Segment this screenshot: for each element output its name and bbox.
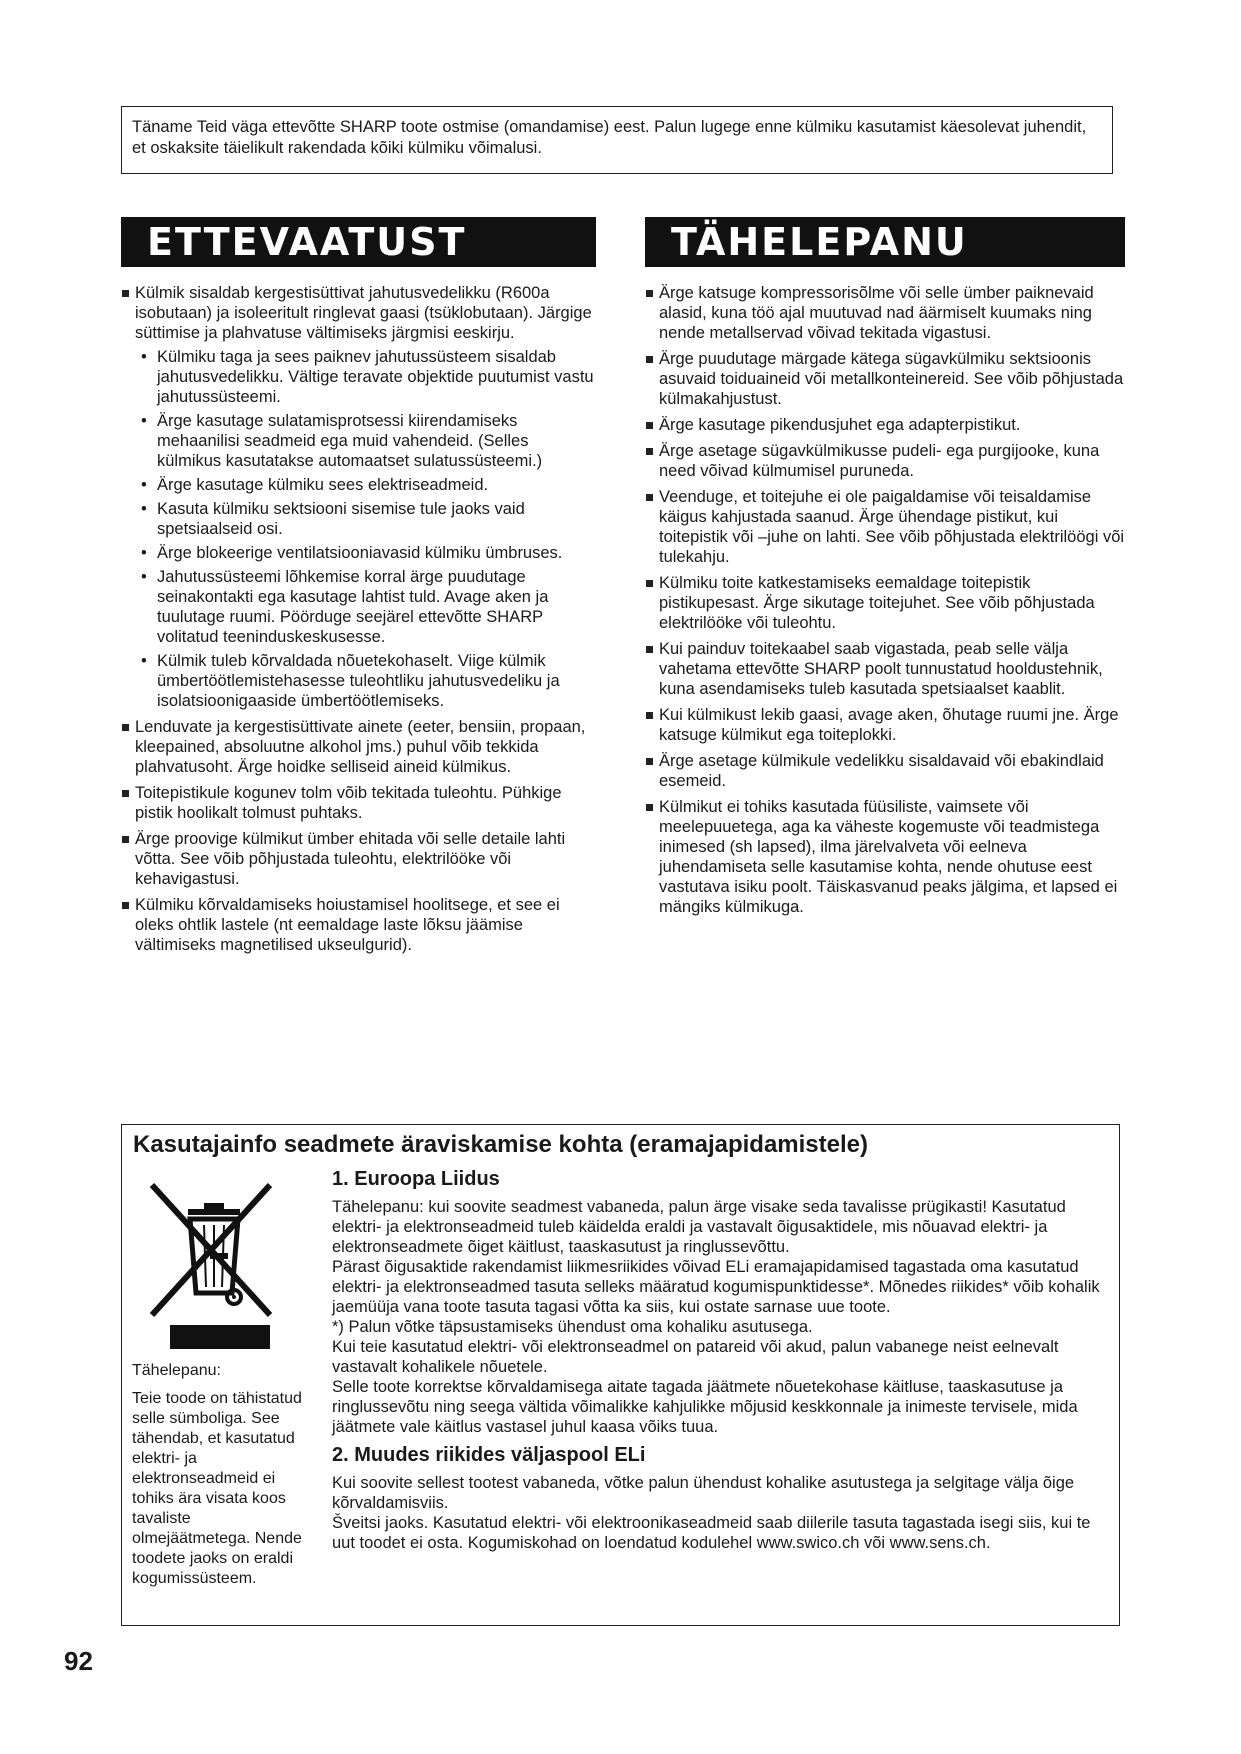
caution-list (645, 283, 1125, 917)
item-text: Ärge asetage külmikule vedelikku sisaldavaid või ebakindlaid esemeid. (659, 752, 1104, 790)
bullet-dot-icon: • (141, 412, 147, 430)
item-text: Külmik sisaldab kergestisüttivat jahutusvedelikku (R600a isobutaan) ja isoleeritult ringlevat gaasi (tsüklobutaan). Järgige süttimise ja plahvatuse vältimiseks järgmisi eeskirju. (135, 284, 592, 342)
bullet-square-icon (122, 790, 129, 797)
item-text: Kui külmikust lekib gaasi, avage aken, õhutage ruumi jne. Ärge katsuge külmikut ega toiteplokki. (659, 706, 1119, 744)
list-item (645, 639, 1125, 699)
list-item (645, 705, 1125, 745)
section2-heading: 2. Muudes riikides väljaspool ELi (332, 1444, 646, 1466)
section2-paragraph: Šveitsi jaoks. Kasutatud elektri- või elektroonikaseadmeid saab diilerile tasuta tagastada isegi siis, kui te uut toodet ei osta. Kogumiskohad on loendatud kodulehel www.swico.ch või www.sens.ch. (332, 1514, 1091, 1552)
sub-item-text: Külmik tuleb kõrvaldada nõuetekohaselt. Viige külmik ümbertöötlemistehasesse tuleohtliku jahutusvedeliku ja isolatsioonigaaside ümbertöötlemiseks. (157, 652, 560, 710)
warning-column (121, 217, 596, 961)
disposal-info-title: Kasutajainfo seadmete äraviskamise kohta (eramajapidamistele) (133, 1131, 868, 1158)
item-text: Lenduvate ja kergestisüttivate ainete (eeter, bensiin, propaan, kleepained, absoluutne alkohol jms.) puhul võib tekkida plahvatusoht. Ärge hoidke selliseid aineid külmikus. (135, 718, 586, 776)
sub-list (135, 347, 596, 711)
bullet-square-icon (646, 356, 653, 363)
bullet-square-icon (646, 758, 653, 765)
sub-item-text: Külmiku taga ja sees paiknev jahutussüsteem sisaldab jahutusvedelikku. Vältige teravate objektide puutumist vastu jahutussüsteemi. (157, 348, 594, 406)
bullet-square-icon (122, 290, 129, 297)
list-item (121, 895, 596, 955)
note-title: Tähelepanu: (132, 1362, 221, 1379)
warning-title: ETTEVAATUST (147, 220, 467, 264)
item-text: Ärge puudutage märgade kätega sügavkülmiku sektsioonis asuvaid toiduaineid või metallkonteinereid. See võib põhjustada külmakahjustust. (659, 350, 1124, 408)
symbol-note (132, 1361, 307, 1589)
list-item (121, 783, 596, 823)
bullet-dot-icon: • (141, 544, 147, 562)
item-text: Ärge katsuge kompressorisõlme või selle ümber paiknevaid alasid, kuna töö ajal muutuvad nad äärmiselt kuumaks ning nende metallservad võivad tekitada vigastusi. (659, 284, 1094, 342)
page-number: 92 (64, 1646, 93, 1676)
bullet-dot-icon: • (141, 500, 147, 518)
bullet-square-icon (122, 836, 129, 843)
bullet-square-icon (646, 804, 653, 811)
bullet-dot-icon: • (141, 652, 147, 670)
list-item (645, 415, 1125, 435)
list-item (645, 441, 1125, 481)
section1-paragraph: Selle toote korrektse kõrvaldamisega aitate tagada jäätmete nõuetekohase käitluse, taaskasutuse ja ringlussevõtu ning seega vältida võimalikke kahjulikke mõjusid keskkonnale ja inimeste tervisele, mida jäätmete vale käitlus vastasel juhul kaasa võiks tuua. (332, 1378, 1078, 1436)
sub-item (139, 543, 596, 563)
item-text: Ärge asetage sügavkülmikusse pudeli- ega purgijooke, kuna need võivad külmumisel puruneda. (659, 442, 1100, 480)
section1-paragraph: Pärast õigusaktide rakendamist liikmesriikides võivad ELi eramajapidamised tagastada oma kasutatud elektri- ja elektronseadmed tasuta selleks määratud kogumispunktidesse*. Mõnedes riikides* võib kohalik jaemüüja vana toote tasuta tagasi võtta ka siis, kui ostate sarnase uue toote. (332, 1258, 1100, 1316)
section1-paragraph: Tähelepanu: kui soovite seadmest vabaneda, palun ärge visake seda tavalisse prügikasti! Kasutatud elektri- ja elektronseadmeid tuleb käidelda eraldi ja vastavalt õigusaktidele, mis nõuavad elektri- ja elektronseadmete õiget käitlust, taaskasutust ja ringlussevõttu. (332, 1198, 1066, 1256)
warning-banner (121, 217, 596, 267)
section1-paragraph: *) Palun võtke täpsustamiseks ühendust oma kohaliku asutusega. (332, 1318, 813, 1336)
item-text: Kui painduv toitekaabel saab vigastada, peab selle välja vahetama ettevõtte SHARP poolt tunnustatud hooldustehnik, kuna asendamiseks tuleb kasutada spetsiaalset kaablit. (659, 640, 1103, 698)
caution-banner (645, 217, 1125, 267)
bullet-dot-icon: • (141, 476, 147, 494)
item-text: Ärge kasutage pikendusjuhet ega adapterpistikut. (659, 416, 1021, 434)
list-item (645, 487, 1125, 567)
list-item (645, 797, 1125, 917)
sub-item-text: Jahutussüsteemi lõhkemise korral ärge puudutage seinakontakti ega kasutage lahtist tuld. Avage aken ja tuulutage ruumi. Pöörduge seejärel ettevõtte SHARP volitatud teeninduskeskusesse. (157, 568, 549, 646)
sub-item-text: Ärge kasutage külmiku sees elektriseadmeid. (157, 476, 489, 494)
bullet-dot-icon: • (141, 568, 147, 586)
list-item (645, 573, 1125, 633)
note-text: Teie toode on tähistatud selle sümboliga. See tähendab, et kasutatud elektri- ja elektronseadmeid ei tohiks ära visata koos tavaliste olmejäätmetega. Nende toodete jaoks on eraldi kogumissüsteem. (132, 1390, 302, 1587)
item-text: Külmikut ei tohiks kasutada füüsiliste, vaimsete või meelepuuetega, aga ka väheste kogemuste või teadmistega inimesed (sh lapsed), ilma järelvalveta või eelneva juhendamiseta selle kasutamise kohta, nende ohutuse eest vastutava isiku poolt. Täiskasvanud peaks jälgima, et lapsed ei mängiks külmikuga. (659, 798, 1118, 916)
sub-item (139, 475, 596, 495)
bullet-square-icon (646, 494, 653, 501)
section1-heading: 1. Euroopa Liidus (332, 1168, 500, 1190)
bullet-square-icon (646, 646, 653, 653)
sub-item (139, 567, 596, 647)
intro-text: Täname Teid väga ettevõtte SHARP toote ostmise (omandamise) eest. Palun lugege enne külmiku kasutamist käesolevat juhendit, et oskaksite täielikult rakendada kõiki külmiku võimalusi. (132, 118, 1087, 157)
list-item (645, 283, 1125, 343)
list-item (645, 349, 1125, 409)
disposal-info-body (332, 1167, 1102, 1553)
disposal-info-box (121, 1124, 1120, 1626)
sub-item-text: Ärge blokeerige ventilatsiooniavasid külmiku ümbruses. (157, 544, 563, 562)
bullet-square-icon (646, 580, 653, 587)
warning-list (121, 283, 596, 955)
item-text: Ärge proovige külmikut ümber ehitada või selle detaile lahti võtta. See võib põhjustada tuleohtu, elektrilööke või kehavigastusi. (135, 830, 566, 888)
intro-box (121, 106, 1113, 174)
list-item (121, 829, 596, 889)
section2-paragraph: Kui soovite sellest tootest vabaneda, võtke palun ühendust kohalike asutustega ja selgitage välja õige kõrvaldamisviis. (332, 1474, 1075, 1512)
sub-item-text: Ärge kasutage sulatamisprotsessi kiirendamiseks mehaanilisi seadmeid ega muid vahendeid. (Selles külmikus kasutatakse automaatset sulatussüsteemi.) (157, 412, 543, 470)
sub-item (139, 347, 596, 407)
sub-item (139, 411, 596, 471)
bullet-square-icon (646, 290, 653, 297)
item-text: Külmiku toite katkestamiseks eemaldage toitepistik pistikupesast. Ärge sikutage toitejuhet. See võib põhjustada elektrilööke või tuleohtu. (659, 574, 1095, 632)
item-text: Toitepistikule kogunev tolm võib tekitada tuleohtu. Pühkige pistik hoolikalt tolmust puhtaks. (135, 784, 562, 822)
list-item (121, 717, 596, 777)
section1-paragraph: Kui teie kasutatud elektri- või elektronseadmel on patareid või akud, palun vabanege neist eelnevalt vastavalt kohalikele nõuetele. (332, 1338, 1059, 1376)
bullet-dot-icon: • (141, 348, 147, 366)
sub-item (139, 651, 596, 711)
sub-item (139, 499, 596, 539)
sub-item-text: Kasuta külmiku sektsiooni sisemise tule jaoks vaid spetsiaalseid osi. (157, 500, 525, 538)
item-text: Veenduge, et toitejuhe ei ole paigaldamise või teisaldamise käigus kahjustada saanud. Ärge ühendage pistikut, kui toitepistik või –juhe on lahti. See võib põhjustada elektrilöögi või tulekahju. (659, 488, 1125, 566)
caution-title: TÄHELEPANU (671, 220, 968, 264)
crossed-bin-icon (142, 1175, 282, 1345)
weee-bar-icon (170, 1325, 270, 1349)
list-item (645, 751, 1125, 791)
bullet-square-icon (122, 902, 129, 909)
caution-column (645, 217, 1125, 923)
list-item (121, 283, 596, 711)
bullet-square-icon (646, 448, 653, 455)
bullet-square-icon (646, 422, 653, 429)
item-text: Külmiku kõrvaldamiseks hoiustamisel hoolitsege, et see ei oleks ohtlik lastele (nt eemaldage laste lõksu jäämise vältimiseks magnetilised ukseulgurid). (135, 896, 560, 954)
bullet-square-icon (122, 724, 129, 731)
bullet-square-icon (646, 712, 653, 719)
